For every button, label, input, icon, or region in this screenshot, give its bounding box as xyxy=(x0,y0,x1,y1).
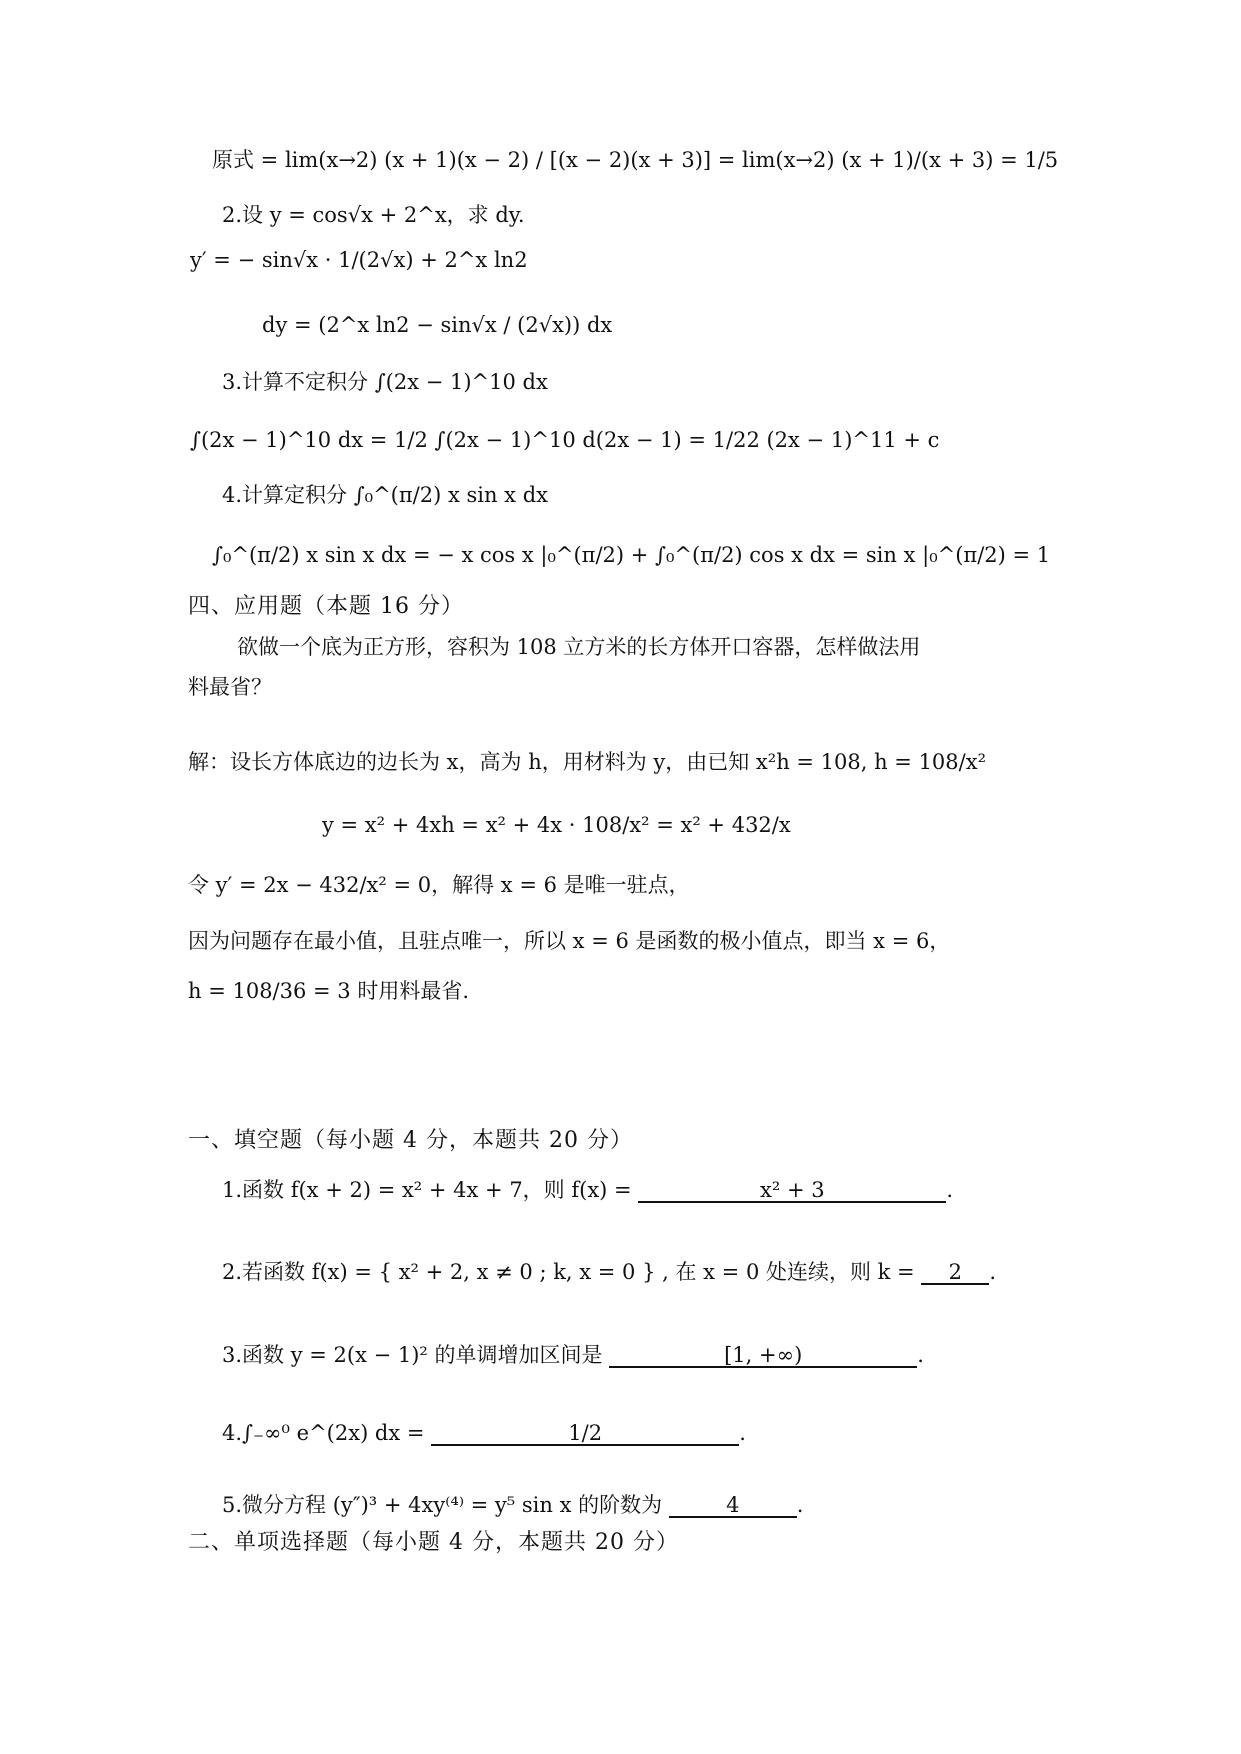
fill-q2: 2.若函数 f(x) = { x² + 2, x ≠ 0 ; k, x = 0 } , 在 x = 0 处连续，则 k = 2 . xyxy=(222,1260,997,1284)
q2-statement: 2.设 y = cos√x + 2^x，求 dy. xyxy=(222,203,525,227)
q1-solution: 原式 = lim(x→2) (x + 1)(x − 2) / [(x − 2)(x + 3)] = lim(x→2) (x + 1)/(x + 3) = 1/5 xyxy=(212,148,1059,172)
fill-q4: 4.∫₋∞⁰ e^(2x) dx = 1/2 . xyxy=(222,1421,746,1445)
fill-q2-answer: 2 xyxy=(921,1262,989,1285)
fill-q5-text: 5.微分方程 (y″)³ + 4xy⁽⁴⁾ = y⁵ sin x 的阶数为 xyxy=(222,1493,663,1517)
single-choice-heading: 二、单项选择题（每小题 4 分，本题共 20 分） xyxy=(188,1530,679,1555)
q4-statement: 4.计算定积分 ∫₀^(π/2) x sin x dx xyxy=(222,483,548,507)
fill-q3: 3.函数 y = 2(x − 1)² 的单调增加区间是 [1, +∞) . xyxy=(222,1343,924,1367)
q2-step2: dy = (2^x ln2 − sin√x / (2√x)) dx xyxy=(262,313,613,337)
fill-q3-text: 3.函数 y = 2(x − 1)² 的单调增加区间是 xyxy=(222,1343,603,1367)
fill-blank-heading: 一、填空题（每小题 4 分，本题共 20 分） xyxy=(188,1128,633,1153)
application-solution-line1: 解：设长方体底边的边长为 x，高为 h，用材料为 y，由已知 x²h = 108, h = 108/x² xyxy=(188,750,986,774)
application-solution-line2: y = x² + 4xh = x² + 4x · 108/x² = x² + 432/x xyxy=(322,813,791,837)
fill-q4-answer: 1/2 xyxy=(431,1423,739,1446)
fill-q1: 1.函数 f(x + 2) = x² + 4x + 7，则 f(x) = x² + 3 . xyxy=(222,1178,954,1202)
q3-statement: 3.计算不定积分 ∫(2x − 1)^10 dx xyxy=(222,370,548,394)
application-problem-line2: 料最省？ xyxy=(188,675,272,699)
application-solution-line3: 令 y′ = 2x − 432/x² = 0，解得 x = 6 是唯一驻点， xyxy=(188,873,690,897)
q4-solution: ∫₀^(π/2) x sin x dx = − x cos x |₀^(π/2) + ∫₀^(π/2) cos x dx = sin x |₀^(π/2) = 1 xyxy=(212,543,1051,567)
application-solution-line5: h = 108/36 = 3 时用料最省. xyxy=(188,979,470,1003)
fill-q5-answer: 4 xyxy=(669,1495,797,1518)
q3-solution: ∫(2x − 1)^10 dx = 1/2 ∫(2x − 1)^10 d(2x − 1) = 1/22 (2x − 1)^11 + c xyxy=(190,428,940,452)
application-heading: 四、应用题（本题 16 分） xyxy=(188,594,464,619)
application-solution-line4: 因为问题存在最小值，且驻点唯一，所以 x = 6 是函数的极小值点，即当 x = 6， xyxy=(188,929,951,953)
fill-q3-answer: [1, +∞) xyxy=(609,1345,917,1368)
q2-step1: y′ = − sin√x · 1/(2√x) + 2^x ln2 xyxy=(190,248,528,272)
fill-q4-text: 4.∫₋∞⁰ e^(2x) dx = xyxy=(222,1421,425,1445)
fill-q2-text: 2.若函数 f(x) = { x² + 2, x ≠ 0 ; k, x = 0 } , 在 x = 0 处连续，则 k = xyxy=(222,1260,915,1284)
application-problem-line1: 欲做一个底为正方形，容积为 108 立方米的长方体开口容器，怎样做法用 xyxy=(237,635,921,659)
fill-q1-text: 1.函数 f(x + 2) = x² + 4x + 7，则 f(x) = xyxy=(222,1178,632,1202)
fill-q5: 5.微分方程 (y″)³ + 4xy⁽⁴⁾ = y⁵ sin x 的阶数为 4 . xyxy=(222,1493,804,1517)
fill-q1-answer: x² + 3 xyxy=(638,1180,946,1203)
